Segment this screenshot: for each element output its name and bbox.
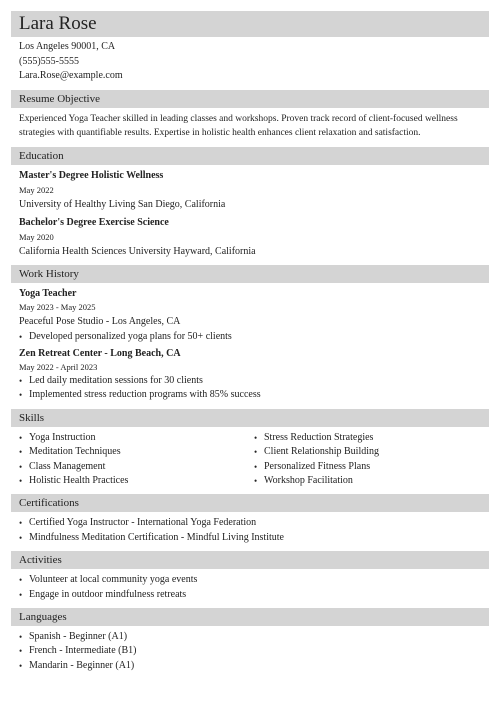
languages-heading-label: Languages <box>19 610 67 623</box>
language-item: • French - Intermediate (B1) <box>19 644 489 658</box>
job-bullet: • Led daily meditation sessions for 30 clients <box>19 374 489 388</box>
school: California Health Sciences University Hayward, California <box>19 245 256 257</box>
skill-item: • Workshop Facilitation <box>254 474 489 488</box>
languages-heading <box>11 608 489 626</box>
job-bullet: • Developed personalized yoga plans for 50+ clients <box>19 330 489 344</box>
job-bullets <box>19 330 489 344</box>
company: Peaceful Pose Studio - Los Angeles, CA <box>19 315 181 327</box>
skill-item: • Meditation Techniques <box>19 445 254 459</box>
certifications-section <box>11 516 489 545</box>
activity-item: • Engage in outdoor mindfulness retreats <box>19 588 489 602</box>
skill-item: • Client Relationship Building <box>254 445 489 459</box>
job-bullet: • Implemented stress reduction programs with 85% success <box>19 388 489 402</box>
objective-heading <box>11 90 489 108</box>
certification-item: • Mindfulness Meditation Certification - Mindful Living Institute <box>19 531 489 545</box>
address: Los Angeles 90001, CA <box>19 41 116 52</box>
skills-section <box>11 431 489 489</box>
skills-heading-label: Skills <box>19 411 45 424</box>
job-bullets <box>19 374 489 403</box>
activity-item: • Volunteer at local community yoga events <box>19 573 489 587</box>
activities-heading <box>11 551 489 569</box>
skills-column-left <box>19 431 254 489</box>
school: University of Healthy Living San Diego, California <box>19 198 226 210</box>
degree: Master's Degree Holistic Wellness <box>19 169 164 181</box>
skill-item: • Yoga Instruction <box>19 431 254 445</box>
contact-info <box>11 40 489 84</box>
activities-section <box>11 573 489 602</box>
objective-text: Experienced Yoga Teacher skilled in leading classes and workshops. Proven track record of client-focused wellness strategies with quantifiable results. Expertise in holistic health enhances client relaxation and satisfaction. <box>19 113 458 138</box>
education-heading <box>11 147 489 165</box>
skills-heading <box>11 409 489 427</box>
languages-section <box>11 630 489 673</box>
objective-heading-label: Resume Objective <box>19 92 100 105</box>
language-item: • Mandarin - Beginner (A1) <box>19 659 489 673</box>
work-entry <box>19 347 489 403</box>
education-section <box>11 169 489 260</box>
skill-item: • Stress Reduction Strategies <box>254 431 489 445</box>
education-entry <box>19 169 489 213</box>
certifications-heading-label: Certifications <box>19 497 79 510</box>
languages-list <box>19 630 489 673</box>
degree: Bachelor's Degree Exercise Science <box>19 216 169 228</box>
phone: (555)555-5555 <box>19 55 79 67</box>
job-title: Zen Retreat Center - Long Beach, CA <box>19 347 181 359</box>
work-entry <box>19 287 489 344</box>
certifications-heading <box>11 494 489 512</box>
work-section <box>11 287 489 403</box>
graduation-date: May 2022 <box>19 184 54 195</box>
job-title: Yoga Teacher <box>19 287 77 299</box>
work-heading-label: Work History <box>19 267 79 280</box>
name-header <box>11 11 489 37</box>
activities-list <box>19 573 489 602</box>
activities-heading-label: Activities <box>19 554 62 567</box>
certification-item: • Certified Yoga Instructor - International Yoga Federation <box>19 516 489 530</box>
education-entry <box>19 216 489 260</box>
graduation-date: May 2020 <box>19 231 54 242</box>
email: Lara.Rose@example.com <box>19 70 123 81</box>
skill-item: • Class Management <box>19 460 254 474</box>
skill-item: • Holistic Health Practices <box>19 474 254 488</box>
education-heading-label: Education <box>19 149 64 162</box>
job-dates: May 2023 - May 2025 <box>19 301 96 312</box>
language-item: • Spanish - Beginner (A1) <box>19 630 489 644</box>
job-dates: May 2022 - April 2023 <box>19 361 98 372</box>
work-heading <box>11 265 489 283</box>
skills-column-right <box>254 431 489 489</box>
certifications-list <box>19 516 489 545</box>
candidate-name: Lara Rose <box>19 13 97 34</box>
resume-page <box>11 11 489 673</box>
skill-item: • Personalized Fitness Plans <box>254 460 489 474</box>
